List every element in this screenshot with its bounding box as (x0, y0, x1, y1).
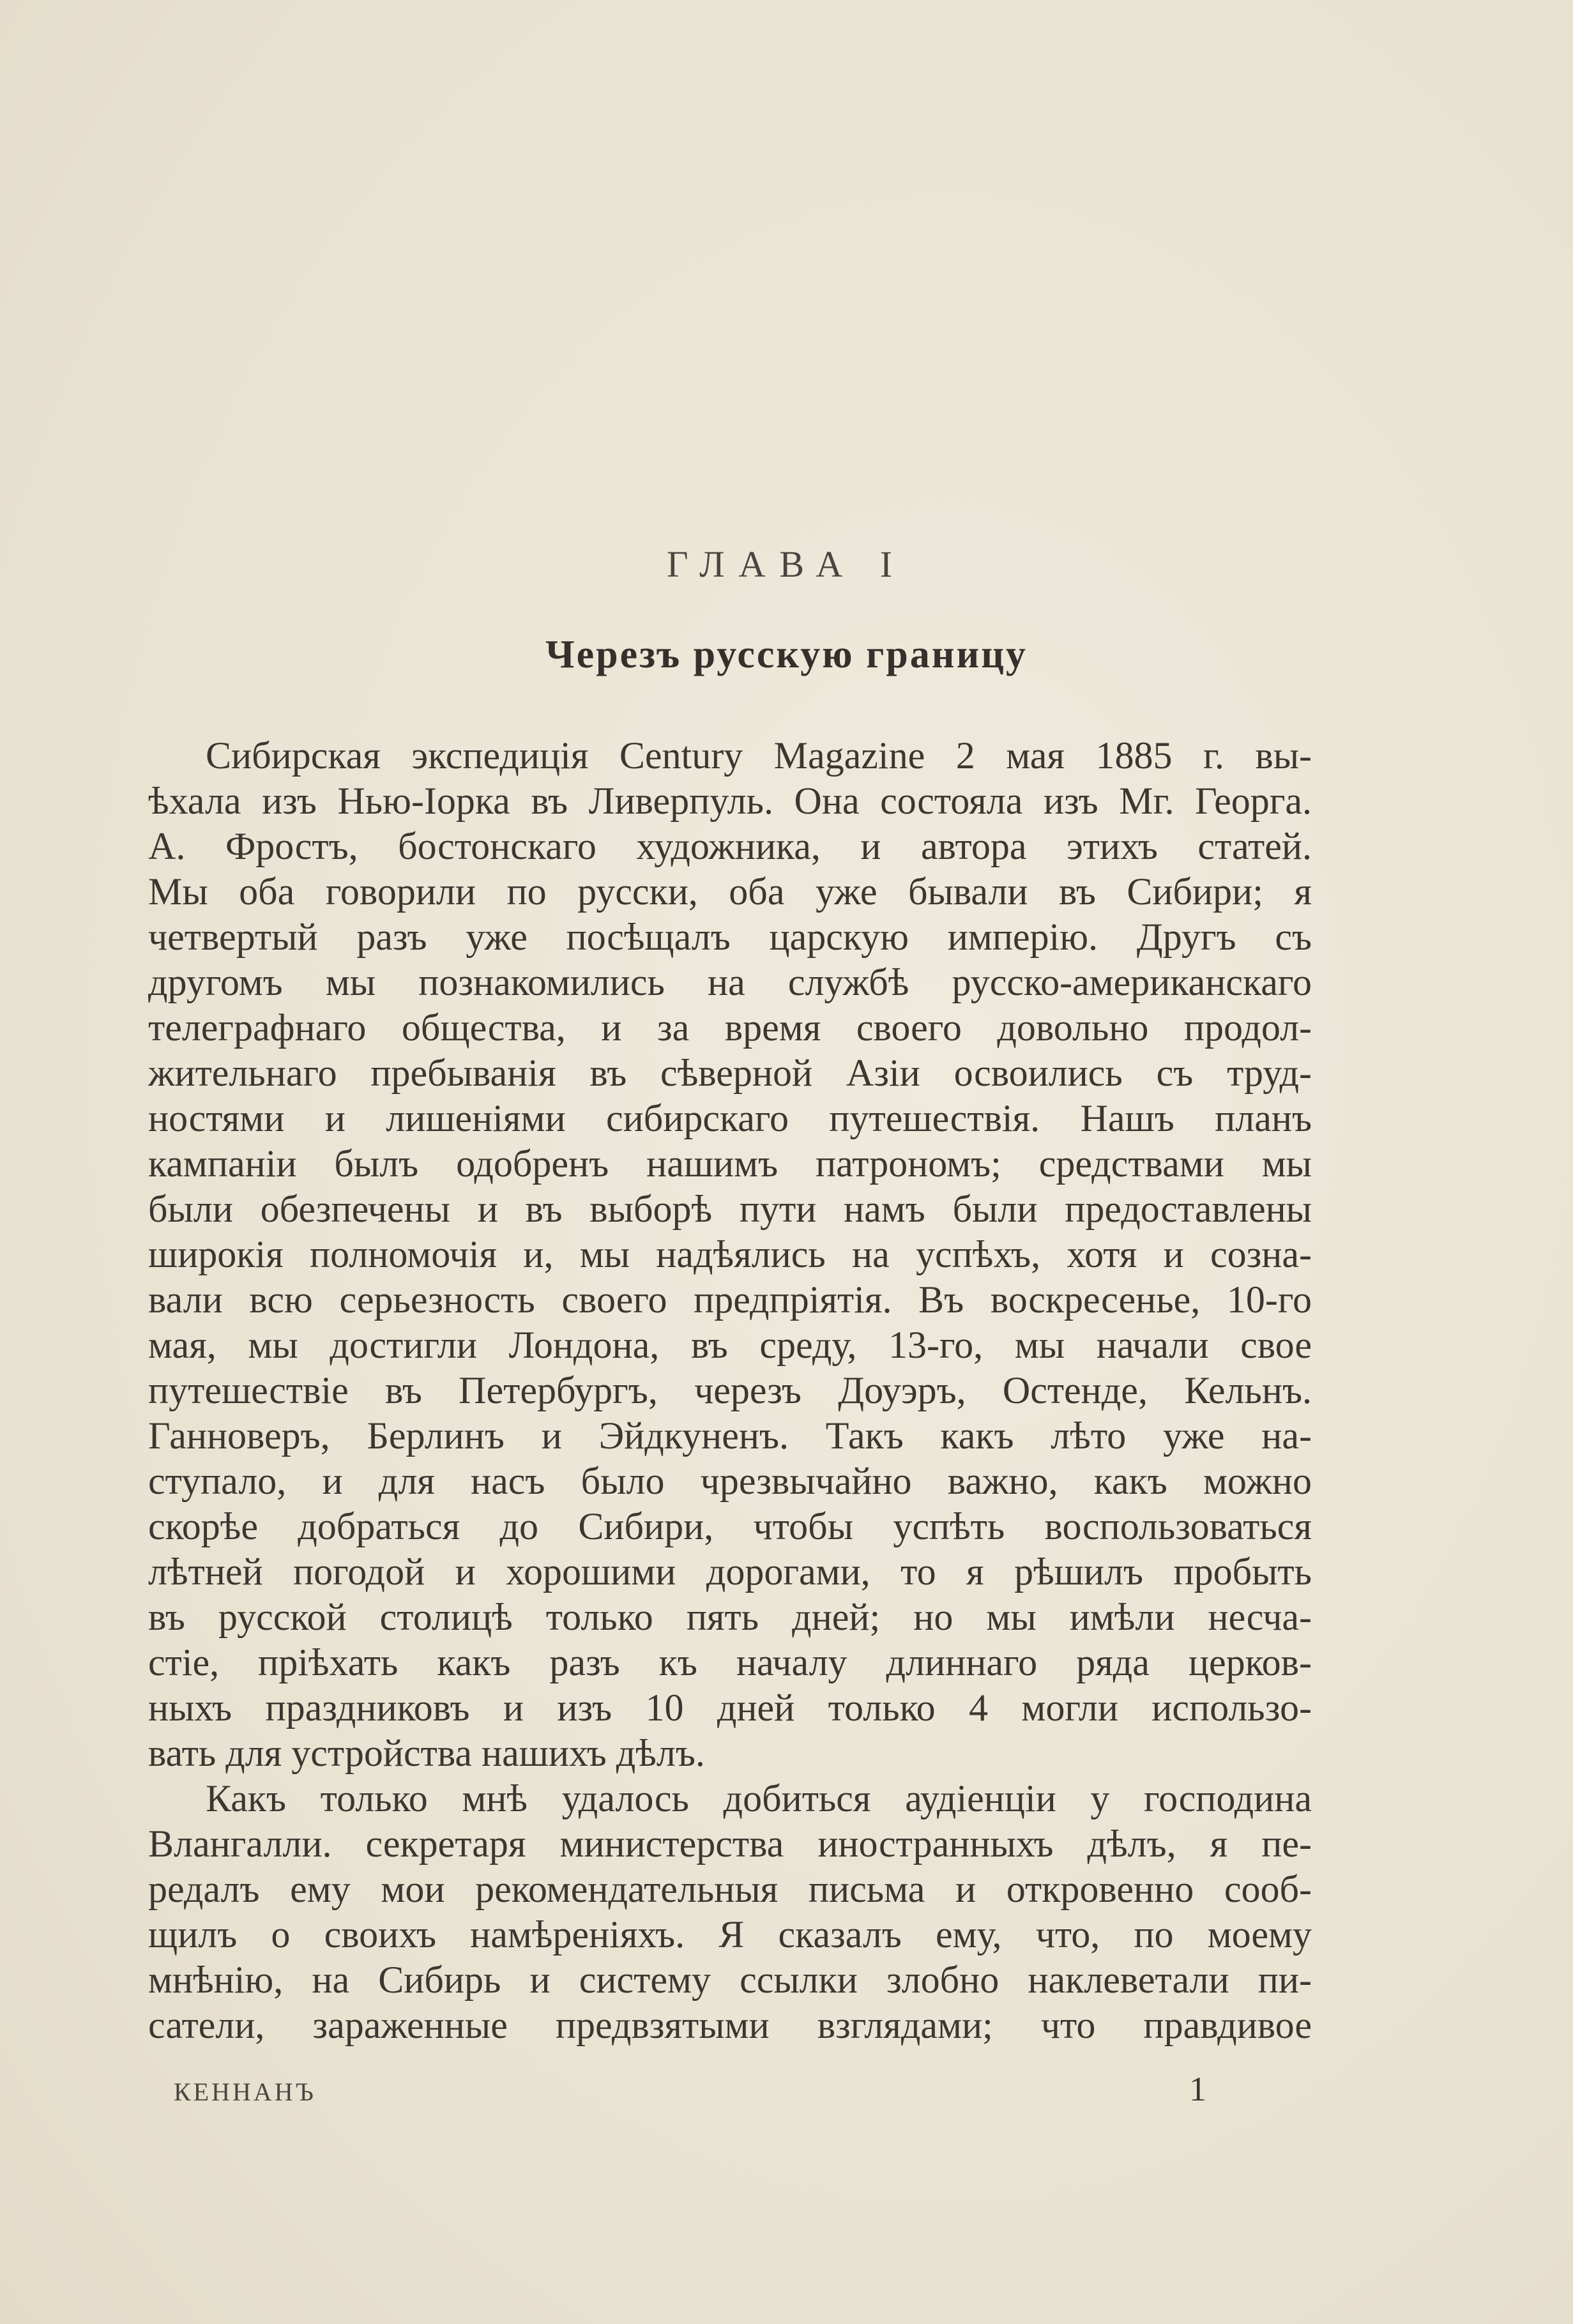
text-line: редалъ ему мои рекомендательныя письма и откровенно сооб- (148, 1868, 1312, 1910)
text-line: ностями и лишеніями сибирскаго путешествія. Нашъ планъ (148, 1097, 1312, 1139)
chapter-title: Черезъ русскую границу (545, 633, 1028, 676)
text-line: путешествіе въ Петербургъ, черезъ Доуэръ, Остенде, Кельнъ. (148, 1369, 1312, 1411)
text-line: ѣхала изъ Нью-Іорка въ Ливерпуль. Она состояла изъ Мг. Георга. (148, 780, 1312, 822)
text-line: ступало, и для насъ было чрезвычайно важно, какъ можно (148, 1460, 1312, 1502)
text-line: телеграфнаго общества, и за время своего довольно продол- (148, 1006, 1312, 1049)
text-line: жительнаго пребыванія въ сѣверной Азіи освоились съ труд- (148, 1052, 1312, 1094)
text-line: вать для устройства нашихъ дѣлъ. (148, 1732, 705, 1774)
text-line: были обезпечены и въ выборѣ пути намъ были предоставлены (148, 1188, 1312, 1230)
text-line: въ русской столицѣ только пять дней; но мы имѣли несча- (148, 1596, 1312, 1638)
text-line: мая, мы достигли Лондона, въ среду, 13-го, мы начали свое (148, 1324, 1312, 1366)
text-line: щилъ о своихъ намѣреніяхъ. Я сказалъ ему, что, по моему (148, 1913, 1312, 1956)
chapter-heading: ГЛАВА I (666, 543, 907, 585)
text-line: Влангалли. секретаря министерства иностранныхъ дѣлъ, я пе- (148, 1823, 1312, 1865)
text-line: Мы оба говорили по русски, оба уже бывали въ Сибири; я (148, 870, 1312, 913)
text-line: лѣтней погодой и хорошими дорогами, то я рѣшилъ пробыть (148, 1551, 1312, 1593)
body-text (148, 733, 1312, 2048)
text-line: широкія полномочія и, мы надѣялись на успѣхъ, хотя и созна- (148, 1233, 1312, 1275)
text-line: кампаніи былъ одобренъ нашимъ патрономъ; средствами мы (148, 1143, 1312, 1185)
text-line: сатели, зараженные предвзятыми взглядами; что правдивое (148, 2004, 1312, 2046)
page-number: 1 (1189, 2070, 1206, 2108)
text-line: стіе, пріѣхать какъ разъ къ началу длиннаго ряда церков- (148, 1641, 1312, 1683)
text-line: ныхъ праздниковъ и изъ 10 дней только 4 могли использо- (148, 1687, 1312, 1729)
text-line: Ганноверъ, Берлинъ и Эйдкуненъ. Такъ какъ лѣто уже на- (148, 1415, 1312, 1457)
text-line: мнѣнію, на Сибирь и систему ссылки злобно наклеветали пи- (148, 1959, 1312, 2001)
text-line: Сибирская экспедиція Century Magazine 2 мая 1885 г. вы- (206, 734, 1312, 777)
text-line: Какъ только мнѣ удалось добиться аудіенціи у господина (206, 1777, 1312, 1819)
text-line: другомъ мы познакомились на службѣ русско-американскаго (148, 961, 1312, 1003)
text-line: четвертый разъ уже посѣщалъ царскую имперію. Другъ съ (148, 916, 1312, 958)
text-line: вали всю серьезность своего предпріятія. Въ воскресенье, 10-го (148, 1279, 1312, 1321)
text-line: А. Фростъ, бостонскаго художника, и автора этихъ статей. (148, 825, 1312, 867)
signature-mark: КЕННАНЪ (174, 2077, 316, 2106)
text-line: скорѣе добраться до Сибири, чтобы успѣть воспользоваться (148, 1505, 1312, 1547)
